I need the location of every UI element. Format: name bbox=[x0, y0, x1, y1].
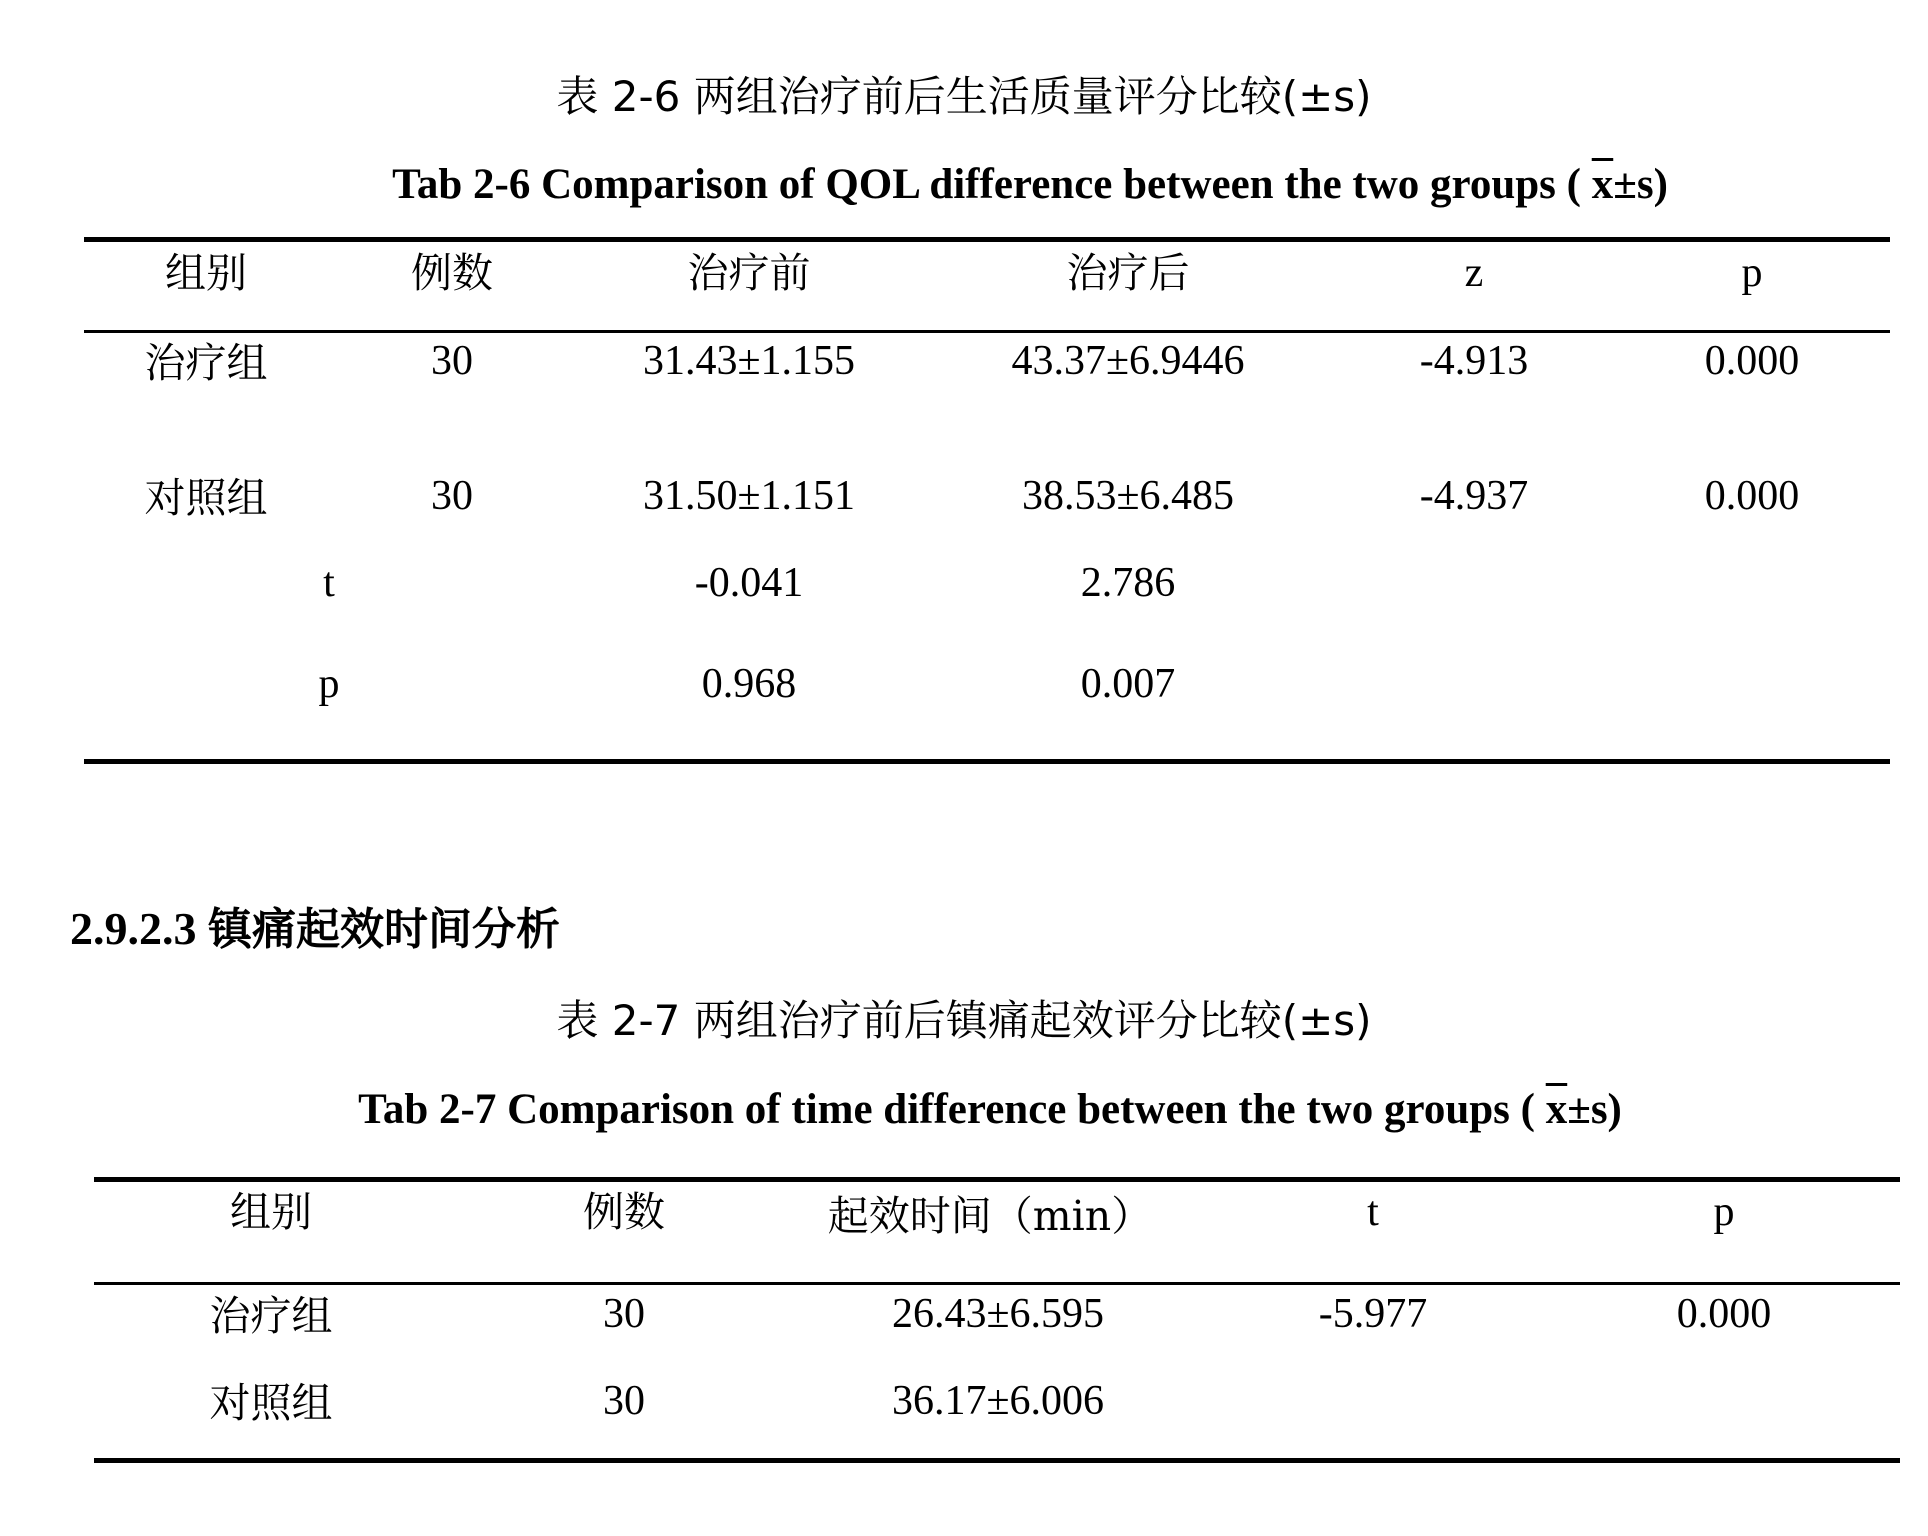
table2-header-t: t bbox=[1367, 1189, 1379, 1235]
table1-stat-t-label: t bbox=[323, 560, 335, 606]
table2-header-group: 组别 bbox=[230, 1188, 312, 1236]
table1-caption-cn: 表 2-6 两组治疗前后生活质量评分比较(±s) bbox=[556, 72, 1372, 121]
table2-header-count: 例数 bbox=[583, 1188, 665, 1236]
table1-row1-count: 30 bbox=[431, 338, 473, 384]
table1-stat-t-before: -0.041 bbox=[694, 560, 804, 606]
table2-caption-cn: 表 2-7 两组治疗前后镇痛起效评分比较(±s) bbox=[556, 996, 1372, 1045]
table1-header-z: z bbox=[1464, 250, 1484, 296]
table1-row1-z: -4.913 bbox=[1419, 338, 1529, 384]
table2-header-rule bbox=[94, 1282, 1900, 1285]
table1-row2-before: 31.50±1.151 bbox=[642, 473, 856, 519]
table1-header-p: p bbox=[1741, 250, 1763, 296]
table2-row2-onset-time: 36.17±6.006 bbox=[891, 1378, 1105, 1424]
table1-caption-en-suffix: ±s) bbox=[1613, 161, 1668, 208]
table1-bottom-rule bbox=[84, 759, 1890, 764]
table1-top-rule bbox=[84, 237, 1890, 242]
table1-row1-after: 43.37±6.9446 bbox=[1011, 338, 1245, 384]
table1-header-group: 组别 bbox=[165, 249, 247, 297]
table1-header-rule bbox=[84, 330, 1890, 333]
section-number: 2.9.2.3 bbox=[70, 903, 197, 954]
table1-row2-after: 38.53±6.485 bbox=[1021, 473, 1235, 519]
table1-row2-z: -4.937 bbox=[1419, 473, 1529, 519]
table1-header-after: 治疗后 bbox=[1066, 249, 1190, 297]
table2-row1-onset-time: 26.43±6.595 bbox=[891, 1291, 1105, 1337]
table2-bottom-rule bbox=[94, 1458, 1900, 1463]
table2-row1-p: 0.000 bbox=[1676, 1291, 1772, 1337]
table1-stat-p-after: 0.007 bbox=[1080, 661, 1176, 707]
table2-caption-en-suffix: ±s) bbox=[1567, 1086, 1622, 1133]
table1-row2-group: 对照组 bbox=[144, 474, 268, 522]
table1-header-count: 例数 bbox=[411, 249, 493, 297]
table1-row1-p: 0.000 bbox=[1704, 338, 1800, 384]
table1-caption-en bbox=[0, 160, 1928, 210]
table1-stat-t-after: 2.786 bbox=[1080, 560, 1176, 606]
section-title: 镇痛起效时间分析 bbox=[208, 904, 560, 955]
table2-row1-t: -5.977 bbox=[1318, 1291, 1428, 1337]
table2-header-p: p bbox=[1713, 1189, 1735, 1235]
table2-row2-count: 30 bbox=[603, 1378, 645, 1424]
table1-row1-group: 治疗组 bbox=[144, 339, 268, 387]
table2-row1-group: 治疗组 bbox=[209, 1292, 333, 1340]
table2-caption-en bbox=[0, 1085, 1928, 1135]
table1-stat-p-label: p bbox=[318, 661, 340, 707]
table1-caption-en-prefix: Tab 2-6 Comparison of QOL difference between the two groups ( bbox=[392, 161, 1592, 208]
table1-row2-p: 0.000 bbox=[1704, 473, 1800, 519]
table1-header-before: 治疗前 bbox=[687, 249, 811, 297]
table1-row1-before: 31.43±1.155 bbox=[642, 338, 856, 384]
table1-caption-en-xbar: $\overline{x}$ bbox=[1591, 161, 1614, 208]
table2-caption-en-prefix: Tab 2-7 Comparison of time difference between the two groups ( bbox=[358, 1086, 1546, 1133]
table2-caption-en-xbar: $\overline{x}$ bbox=[1545, 1086, 1568, 1133]
table2-row1-count: 30 bbox=[603, 1291, 645, 1337]
table2-top-rule bbox=[94, 1177, 1900, 1182]
section-heading bbox=[70, 902, 560, 957]
table1-stat-p-before: 0.968 bbox=[701, 661, 797, 707]
table2-row2-group: 对照组 bbox=[209, 1379, 333, 1427]
table2-header-onset-time: 起效时间（min） bbox=[827, 1192, 1153, 1240]
table1-row2-count: 30 bbox=[431, 473, 473, 519]
